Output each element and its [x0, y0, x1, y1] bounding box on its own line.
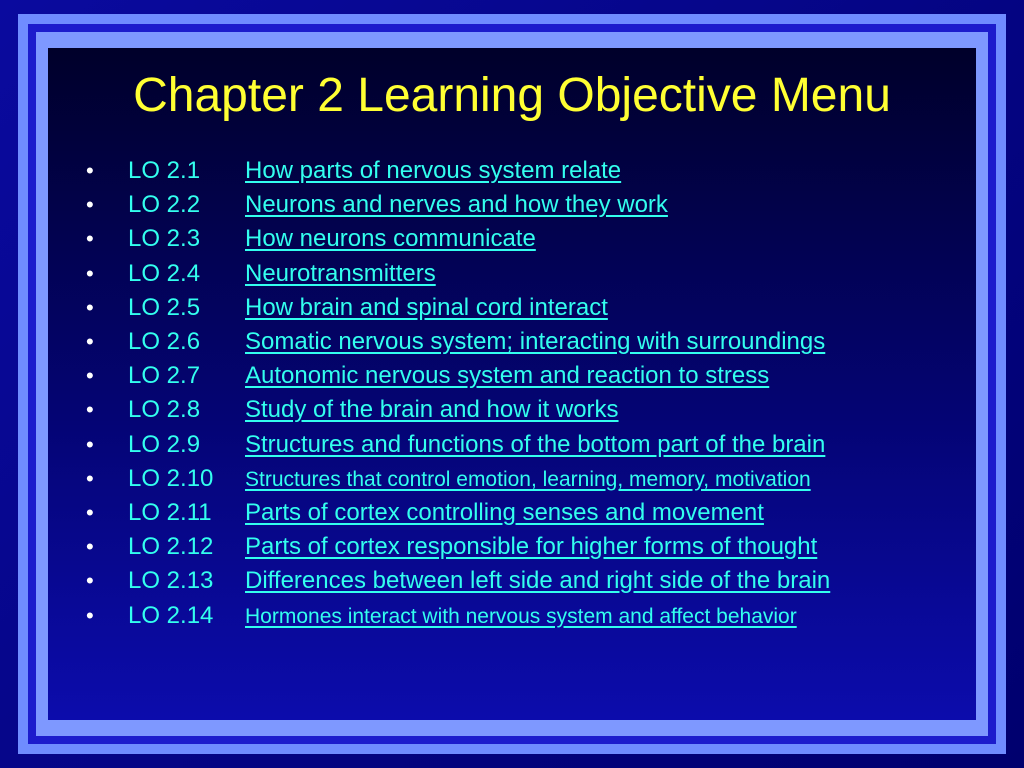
- list-item: [84, 393, 964, 427]
- bullet-icon: •: [86, 294, 94, 320]
- bullet-icon: •: [86, 397, 94, 423]
- objective-link-2-10[interactable]: [128, 465, 811, 493]
- objective-text: Structures and functions of the bottom part of the brain: [245, 430, 826, 458]
- objective-text: How brain and spinal cord interact: [245, 293, 608, 321]
- bullet-icon: •: [86, 329, 94, 355]
- bullet-icon: •: [86, 499, 94, 525]
- objective-code: LO 2.10: [128, 464, 214, 492]
- objective-text: Neurons and nerves and how they work: [245, 191, 668, 219]
- objective-text: Autonomic nervous system and reaction to stress: [245, 362, 770, 390]
- bullet-icon: •: [86, 226, 94, 252]
- objective-code: LO 2.12: [128, 533, 214, 561]
- list-item: [84, 598, 964, 632]
- objective-text: Structures that control emotion, learning, memory, motivation: [245, 467, 811, 491]
- bullet-icon: •: [86, 260, 94, 286]
- objective-code: LO 2.13: [128, 567, 214, 595]
- bullet-icon: •: [86, 534, 94, 560]
- list-item: [84, 325, 964, 359]
- objective-link-2-13[interactable]: [128, 567, 830, 595]
- bullet-icon: •: [86, 465, 94, 491]
- objective-code: LO 2.6: [128, 328, 201, 356]
- bullet-icon: •: [86, 158, 94, 184]
- list-item: [84, 222, 964, 256]
- objective-code: LO 2.8: [128, 396, 201, 424]
- slide-title: Chapter 2 Learning Objective Menu: [133, 69, 891, 122]
- objective-code: LO 2.5: [128, 293, 201, 321]
- list-item: [84, 428, 964, 462]
- list-item: [84, 257, 964, 291]
- objective-text: Neurotransmitters: [245, 259, 436, 287]
- objective-code: LO 2.4: [128, 259, 201, 287]
- objective-link-2-8[interactable]: [128, 396, 619, 424]
- objective-link-2-9[interactable]: [128, 431, 825, 459]
- bullet-icon: •: [86, 602, 94, 628]
- objective-text: Somatic nervous system; interacting with surroundings: [245, 328, 826, 356]
- objective-code: LO 2.14: [128, 601, 214, 629]
- objective-text: How parts of nervous system relate: [245, 157, 622, 185]
- objective-code: LO 2.2: [128, 191, 201, 219]
- objective-text: Differences between left side and right side of the brain: [245, 567, 831, 595]
- objective-code: LO 2.1: [128, 157, 201, 185]
- objective-link-2-1[interactable]: [128, 157, 621, 185]
- objective-code: LO 2.7: [128, 362, 201, 390]
- list-item: [84, 564, 964, 598]
- objective-text: Study of the brain and how it works: [245, 396, 619, 424]
- objectives-list: [84, 154, 964, 633]
- objective-link-2-4[interactable]: [128, 260, 436, 288]
- objective-text: Parts of cortex controlling senses and movement: [245, 498, 764, 526]
- list-item: [84, 496, 964, 530]
- list-item: [84, 188, 964, 222]
- objective-code: LO 2.9: [128, 430, 201, 458]
- list-item: [84, 359, 964, 393]
- list-item: [84, 530, 964, 564]
- objective-link-2-5[interactable]: [128, 294, 608, 322]
- bullet-icon: •: [86, 192, 94, 218]
- objective-text: Parts of cortex responsible for higher forms of thought: [245, 533, 818, 561]
- objective-link-2-2[interactable]: [128, 191, 668, 219]
- objective-text: Hormones interact with nervous system and affect behavior: [245, 604, 797, 628]
- objective-text: How neurons communicate: [245, 225, 536, 253]
- objective-link-2-11[interactable]: [128, 499, 764, 527]
- objective-code: LO 2.11: [128, 498, 212, 526]
- bullet-icon: •: [86, 568, 94, 594]
- objective-link-2-14[interactable]: [128, 602, 797, 630]
- bullet-icon: •: [86, 431, 94, 457]
- list-item: [84, 154, 964, 188]
- objective-link-2-12[interactable]: [128, 533, 817, 561]
- objective-code: LO 2.3: [128, 225, 201, 253]
- bullet-icon: •: [86, 363, 94, 389]
- list-item: [84, 462, 964, 496]
- objective-link-2-6[interactable]: [128, 328, 825, 356]
- objective-link-2-3[interactable]: [128, 225, 536, 253]
- list-item: [84, 291, 964, 325]
- objective-link-2-7[interactable]: [128, 362, 769, 390]
